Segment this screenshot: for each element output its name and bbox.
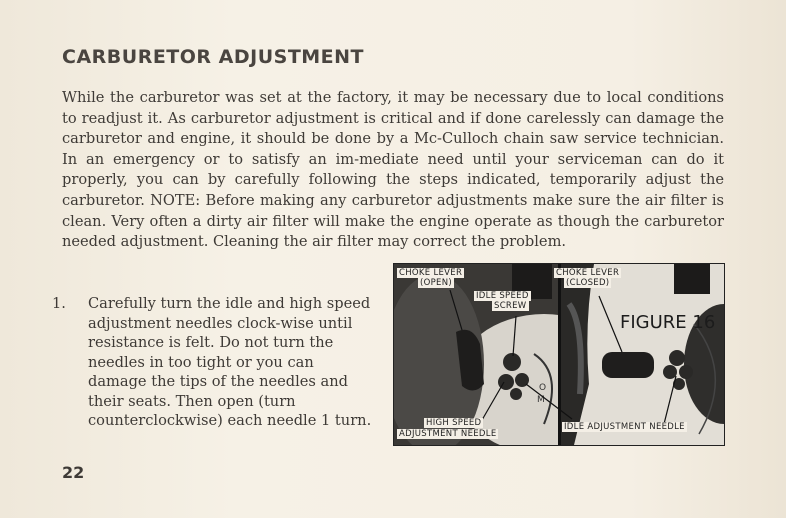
label-high-speed: HIGH SPEED: [426, 418, 482, 428]
page-number: 22: [62, 463, 85, 482]
label-idle-speed-screw: SCREW: [494, 301, 527, 311]
label-idle-speed: IDLE SPEED: [476, 291, 529, 301]
intro-paragraph: While the carburetor was set at the factory, it may be necessary due to local conditions to readjust it. As carburetor adjustment is critical and if done carelessly can damage the carburetor and engine, it should be done by a Mc-Culloch chain saw service technician. In an emergency or to satisfy an im-mediate need until your serviceman can do it properly, you can by carefully following the steps indicated, temporarily adjust the carburetor. NOTE: Before making any carburetor adjustments make sure the air filter is clean. Very often a dirty air filter will make the engine operate as though the carburetor needed adjustment. Cleaning the air filter may correct the problem.: [62, 89, 724, 251]
label-choke-open-state: (OPEN): [420, 278, 452, 288]
step-number: 1.: [52, 295, 66, 312]
figure-title: FIGURE 16: [620, 312, 716, 333]
step-text: Carefully turn the idle and high speed adjustment needles clock-wise until resistance is felt. Do not turn the needles in too tight or you can damage the tips of the needles and their seats. Then open (turn counterclockwise) each needle 1 turn.: [88, 295, 372, 429]
svg-text:M: M: [537, 395, 545, 405]
figure-16-photo: [393, 263, 725, 446]
label-idle-needle: IDLE ADJUSTMENT NEEDLE: [564, 422, 685, 432]
section-heading: CARBURETOR ADJUSTMENT: [62, 46, 365, 68]
label-high-speed-needle: ADJUSTMENT NEEDLE: [399, 429, 497, 439]
label-choke-open: CHOKE LEVER: [399, 268, 463, 278]
svg-text:O: O: [539, 383, 547, 393]
label-choke-closed: CHOKE LEVER: [556, 268, 620, 278]
label-choke-closed-state: (CLOSED): [566, 278, 610, 288]
